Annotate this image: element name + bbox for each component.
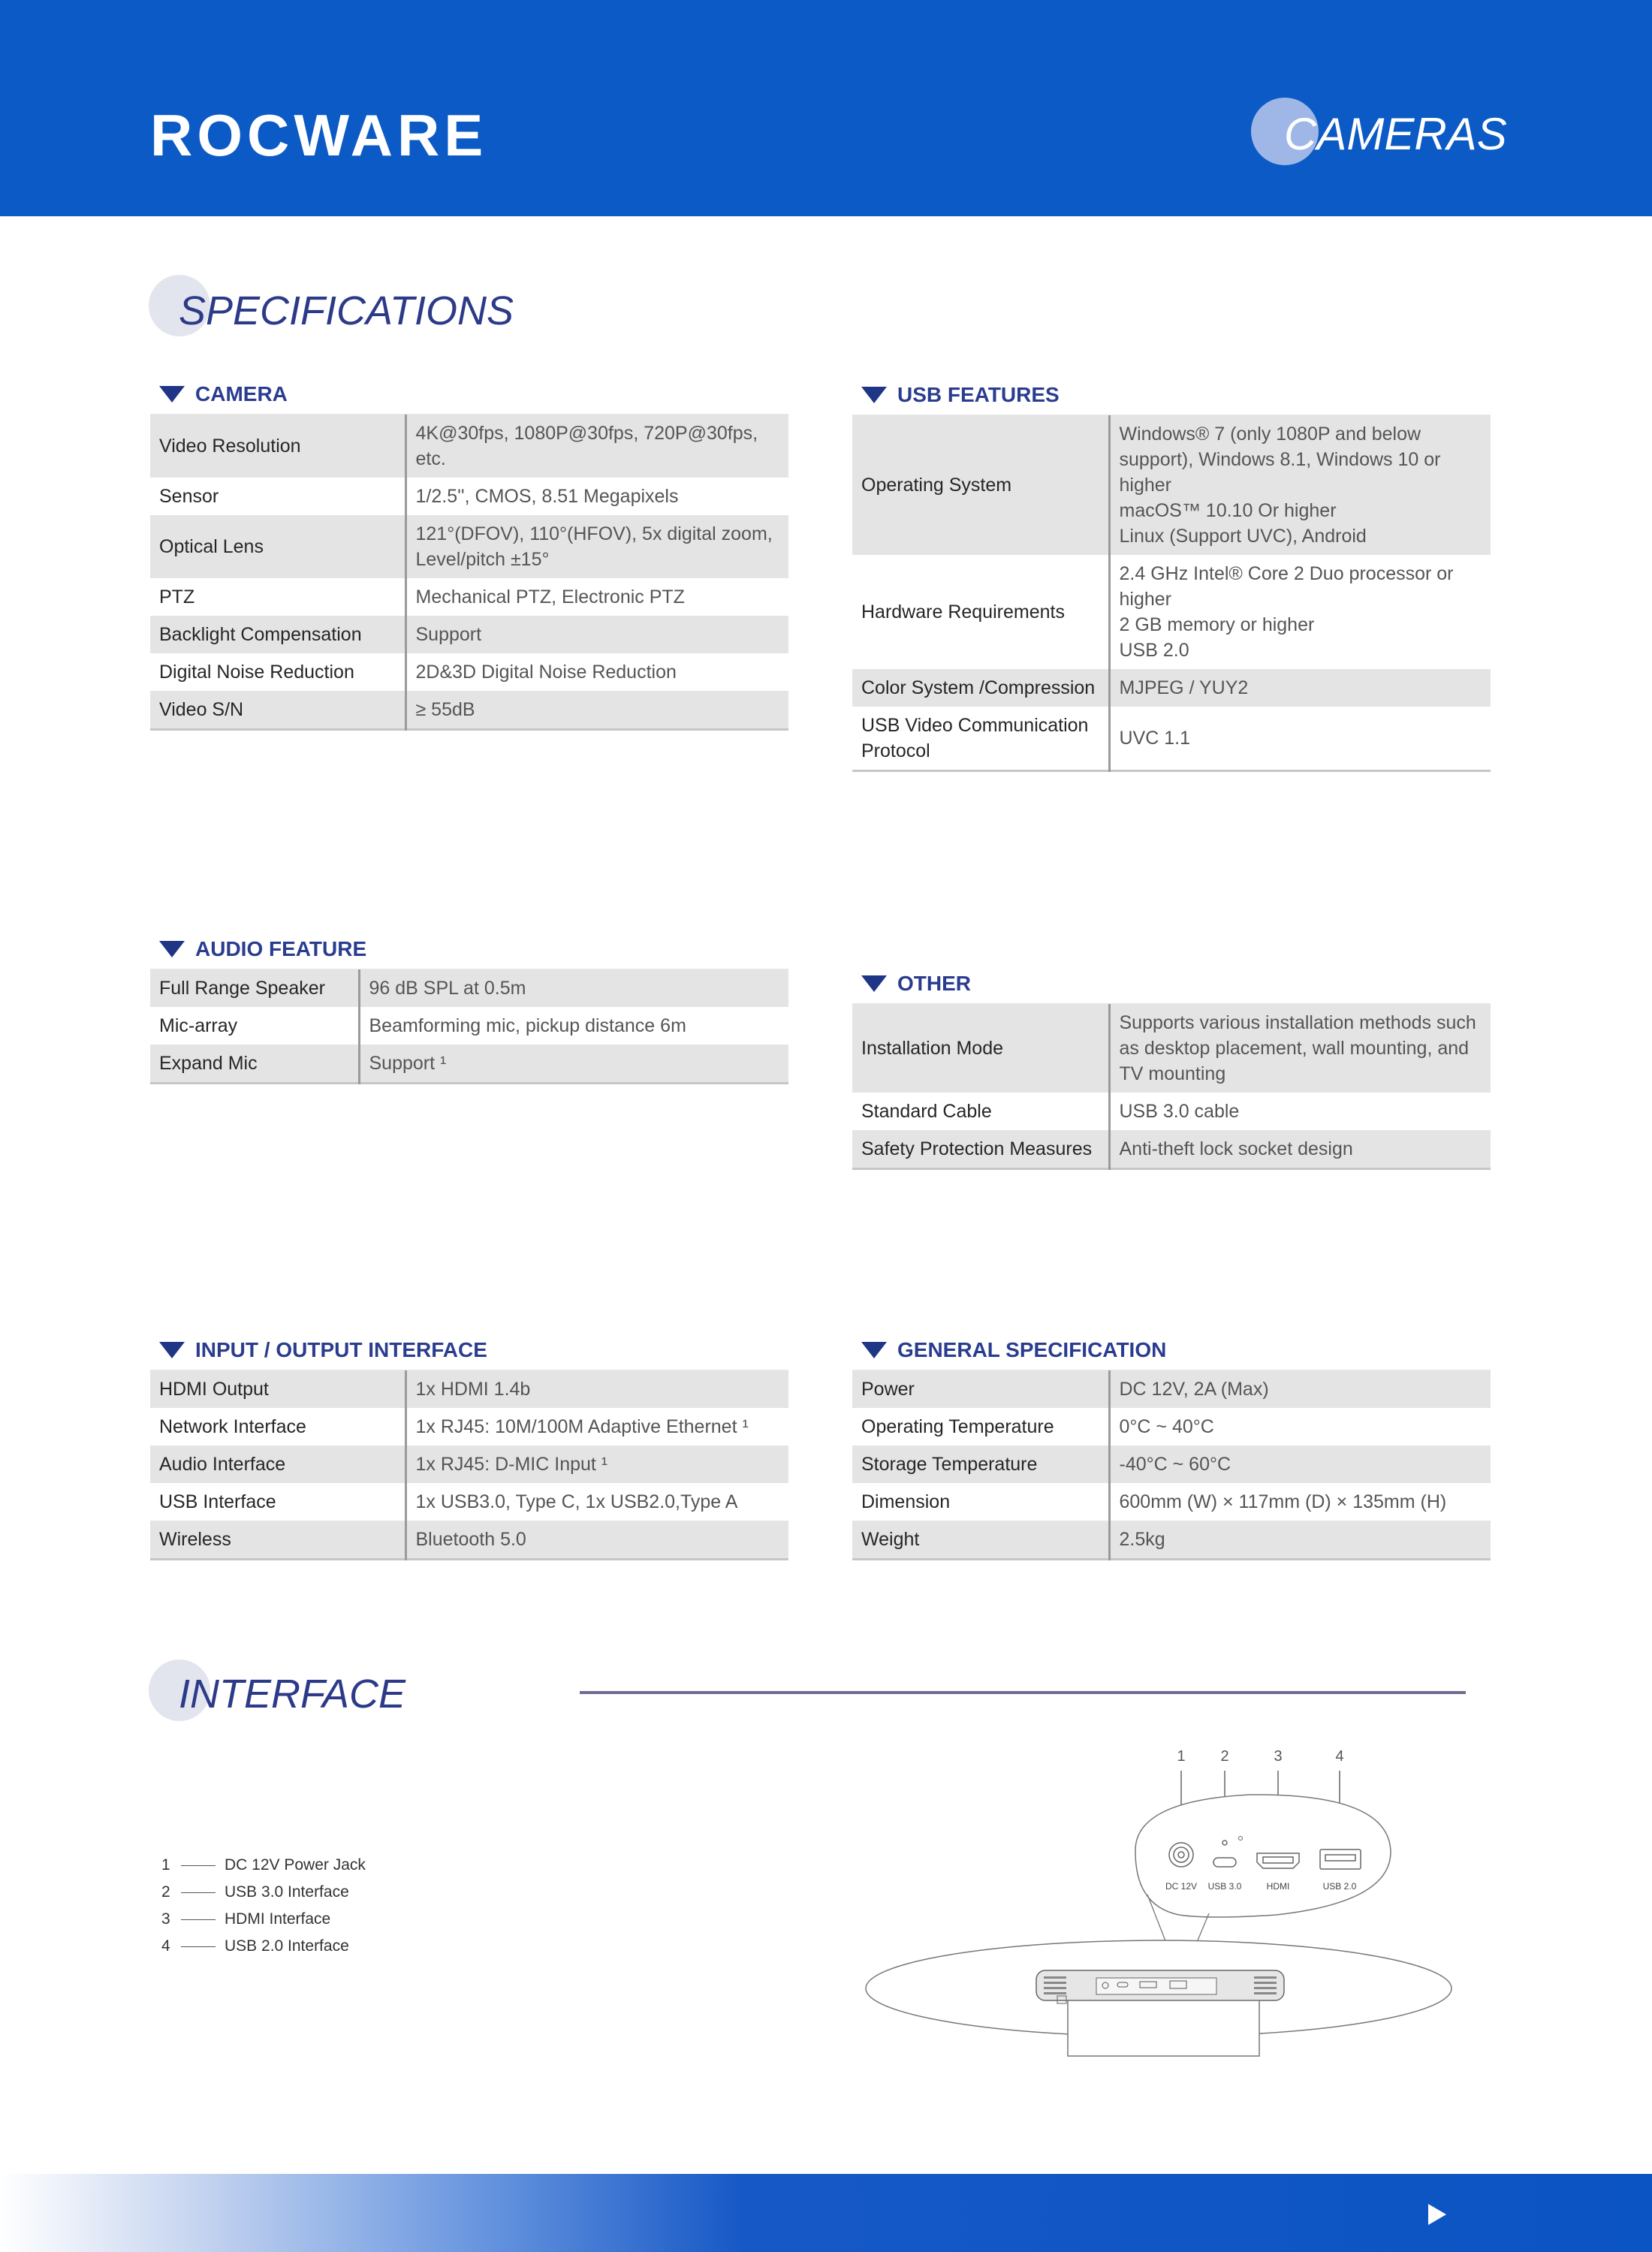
legend-item (161, 1933, 366, 1960)
callout-number: 2 (1220, 1748, 1229, 1765)
triangle-down-icon (159, 1342, 185, 1358)
spec-key: USB Video Communication Protocol (852, 707, 1109, 771)
legend-label: USB 2.0 Interface (225, 1937, 349, 1955)
spec-key: Digital Noise Reduction (150, 653, 405, 691)
legend-item (161, 1906, 366, 1933)
spec-value: Mechanical PTZ, Electronic PTZ (405, 578, 788, 616)
callout-number: 1 (1177, 1748, 1186, 1765)
play-icon (1428, 2204, 1446, 2225)
spec-value: MJPEG / YUY2 (1109, 669, 1491, 707)
audio-feature-title: AUDIO FEATURE (195, 937, 367, 960)
audio-feature-block (150, 930, 788, 1084)
camera-spec-rows (150, 415, 788, 730)
general-spec-title: GENERAL SPECIFICATION (897, 1338, 1167, 1361)
legend-dash (181, 1919, 216, 1920)
spec-key: Expand Mic (150, 1045, 359, 1084)
table-row (852, 1408, 1491, 1446)
spec-key: Dimension (852, 1483, 1109, 1521)
spec-value: Anti-theft lock socket design (1109, 1130, 1491, 1169)
usb-features-rows (852, 415, 1491, 771)
usb-features-table (852, 415, 1491, 772)
triangle-down-icon (861, 975, 887, 992)
port-label: HDMI (1266, 1881, 1290, 1892)
spec-value: DC 12V, 2A (Max) (1109, 1370, 1491, 1408)
legend-number: 3 (161, 1910, 170, 1928)
spec-value: 2.5kg (1109, 1521, 1491, 1560)
legend-dash (181, 1865, 216, 1866)
triangle-down-icon (159, 386, 185, 402)
triangle-down-icon (861, 1342, 887, 1358)
usb-features-block (852, 375, 1491, 772)
table-row (852, 1130, 1491, 1169)
spec-value: 1/2.5'', CMOS, 8.51 Megapixels (405, 478, 788, 515)
legend-label: DC 12V Power Jack (225, 1856, 366, 1874)
table-row (150, 478, 788, 515)
other-spec-table (852, 1004, 1491, 1170)
table-row (150, 1483, 788, 1521)
io-interface-block (150, 1331, 788, 1560)
interface-diagram (856, 1741, 1457, 2086)
legend-label: HDMI Interface (225, 1910, 331, 1928)
spec-key: Audio Interface (150, 1446, 405, 1483)
spec-key: Network Interface (150, 1408, 405, 1446)
spec-value: 1x HDMI 1.4b (405, 1370, 788, 1408)
camera-spec-title: CAMERA (195, 382, 288, 405)
spec-key: Safety Protection Measures (852, 1130, 1109, 1169)
table-row (150, 1045, 788, 1084)
spec-key: Sensor (150, 478, 405, 515)
table-row (150, 1007, 788, 1045)
port-label: DC 12V (1165, 1881, 1198, 1892)
audio-feature-rows (150, 969, 788, 1084)
table-row (150, 1521, 788, 1560)
usb-features-title: USB FEATURES (897, 383, 1060, 406)
spec-value: 4K@30fps, 1080P@30fps, 720P@30fps, etc. (405, 415, 788, 478)
table-row (150, 1408, 788, 1446)
spec-key: Video S/N (150, 691, 405, 730)
triangle-down-icon (159, 941, 185, 957)
spec-key: USB Interface (150, 1483, 405, 1521)
table-row (852, 555, 1491, 669)
table-row (150, 515, 788, 578)
section-divider-line (580, 1691, 1466, 1694)
spec-key: Storage Temperature (852, 1446, 1109, 1483)
audio-feature-header (150, 930, 788, 969)
spec-key: Optical Lens (150, 515, 405, 578)
spec-value: Support ¹ (359, 1045, 788, 1084)
camera-spec-table (150, 415, 788, 731)
category-label: CAMERAS (1284, 109, 1507, 159)
camera-stand (1068, 2000, 1259, 2056)
legend-dash (181, 1946, 216, 1947)
spec-key: Hardware Requirements (852, 555, 1109, 669)
usb-features-header (852, 375, 1491, 415)
general-spec-table (852, 1370, 1491, 1560)
spec-key: Full Range Speaker (150, 969, 359, 1007)
spec-value: 600mm (W) × 117mm (D) × 135mm (H) (1109, 1483, 1491, 1521)
audio-feature-table (150, 969, 788, 1084)
spec-value: 1x RJ45: D-MIC Input ¹ (405, 1446, 788, 1483)
io-interface-rows (150, 1370, 788, 1560)
legend-label: USB 3.0 Interface (225, 1883, 349, 1901)
legend-item (161, 1852, 366, 1879)
spec-key: Backlight Compensation (150, 616, 405, 653)
legend-item (161, 1879, 366, 1906)
spec-value: -40°C ~ 60°C (1109, 1446, 1491, 1483)
spec-key: Wireless (150, 1521, 405, 1560)
spec-key: Mic-array (150, 1007, 359, 1045)
spec-value: Support (405, 616, 788, 653)
spec-value: 1x RJ45: 10M/100M Adaptive Ethernet ¹ (405, 1408, 788, 1446)
triangle-down-icon (861, 387, 887, 403)
table-row (852, 669, 1491, 707)
page-footer (0, 2174, 1652, 2252)
io-interface-title: INPUT / OUTPUT INTERFACE (195, 1338, 487, 1361)
table-row (150, 969, 788, 1007)
other-spec-block (852, 964, 1491, 1170)
io-interface-header (150, 1331, 788, 1370)
general-spec-block (852, 1331, 1491, 1560)
general-spec-header (852, 1331, 1491, 1370)
camera-spec-header (150, 375, 788, 415)
spec-key: Operating System (852, 415, 1109, 555)
io-interface-table (150, 1370, 788, 1560)
table-row (852, 1483, 1491, 1521)
legend-dash (181, 1892, 216, 1893)
spec-key: HDMI Output (150, 1370, 405, 1408)
spec-key: PTZ (150, 578, 405, 616)
port-label: USB 2.0 (1322, 1881, 1357, 1892)
interface-legend (161, 1852, 366, 1960)
spec-key: Video Resolution (150, 415, 405, 478)
table-row (150, 1370, 788, 1408)
rocware-logo: ROCWARE (150, 102, 488, 168)
spec-value: USB 3.0 cable (1109, 1093, 1491, 1130)
table-row (852, 707, 1491, 771)
spec-value: 96 dB SPL at 0.5m (359, 969, 788, 1007)
spec-value: Supports various installation methods such as desktop placement, wall mounting, and TV mounting (1109, 1004, 1491, 1093)
spec-value: 1x USB3.0, Type C, 1x USB2.0,Type A (405, 1483, 788, 1521)
table-row (150, 653, 788, 691)
callout-number: 3 (1274, 1748, 1283, 1765)
spec-key: Installation Mode (852, 1004, 1109, 1093)
legend-number: 2 (161, 1883, 170, 1901)
spec-value: 121°(DFOV), 110°(HFOV), 5x digital zoom, Level/pitch ±15° (405, 515, 788, 578)
spec-key: Color System /Compression (852, 669, 1109, 707)
interface-title: INTERFACE (179, 1672, 406, 1717)
other-spec-title: OTHER (897, 972, 971, 995)
table-row (150, 691, 788, 730)
table-row (852, 415, 1491, 555)
spec-value: Windows® 7 (only 1080P and below support), Windows 8.1, Windows 10 or higher macOS™ 10.10 Or higher Linux (Support UVC), Android (1109, 415, 1491, 555)
port-label: USB 3.0 (1207, 1881, 1242, 1892)
spec-value: ≥ 55dB (405, 691, 788, 730)
spec-key: Operating Temperature (852, 1408, 1109, 1446)
spec-value: Beamforming mic, pickup distance 6m (359, 1007, 788, 1045)
spec-value: UVC 1.1 (1109, 707, 1491, 771)
table-row (852, 1446, 1491, 1483)
table-row (852, 1370, 1491, 1408)
spec-key: Power (852, 1370, 1109, 1408)
general-spec-rows (852, 1370, 1491, 1560)
other-spec-rows (852, 1004, 1491, 1169)
table-row (150, 578, 788, 616)
specifications-title: SPECIFICATIONS (179, 288, 514, 333)
table-row (150, 616, 788, 653)
camera-spec-block (150, 375, 788, 731)
spec-value: Bluetooth 5.0 (405, 1521, 788, 1560)
table-row (852, 1093, 1491, 1130)
table-row (852, 1521, 1491, 1560)
legend-number: 1 (161, 1856, 170, 1874)
spec-value: 2.4 GHz Intel® Core 2 Duo processor or higher 2 GB memory or higher USB 2.0 (1109, 555, 1491, 669)
table-row (852, 1004, 1491, 1093)
spec-key: Standard Cable (852, 1093, 1109, 1130)
spec-key: Weight (852, 1521, 1109, 1560)
table-row (150, 415, 788, 478)
page-header (0, 0, 1652, 216)
spec-value: 2D&3D Digital Noise Reduction (405, 653, 788, 691)
spec-value: 0°C ~ 40°C (1109, 1408, 1491, 1446)
other-spec-header (852, 964, 1491, 1004)
callout-number: 4 (1335, 1748, 1344, 1765)
legend-number: 4 (161, 1937, 170, 1955)
table-row (150, 1446, 788, 1483)
